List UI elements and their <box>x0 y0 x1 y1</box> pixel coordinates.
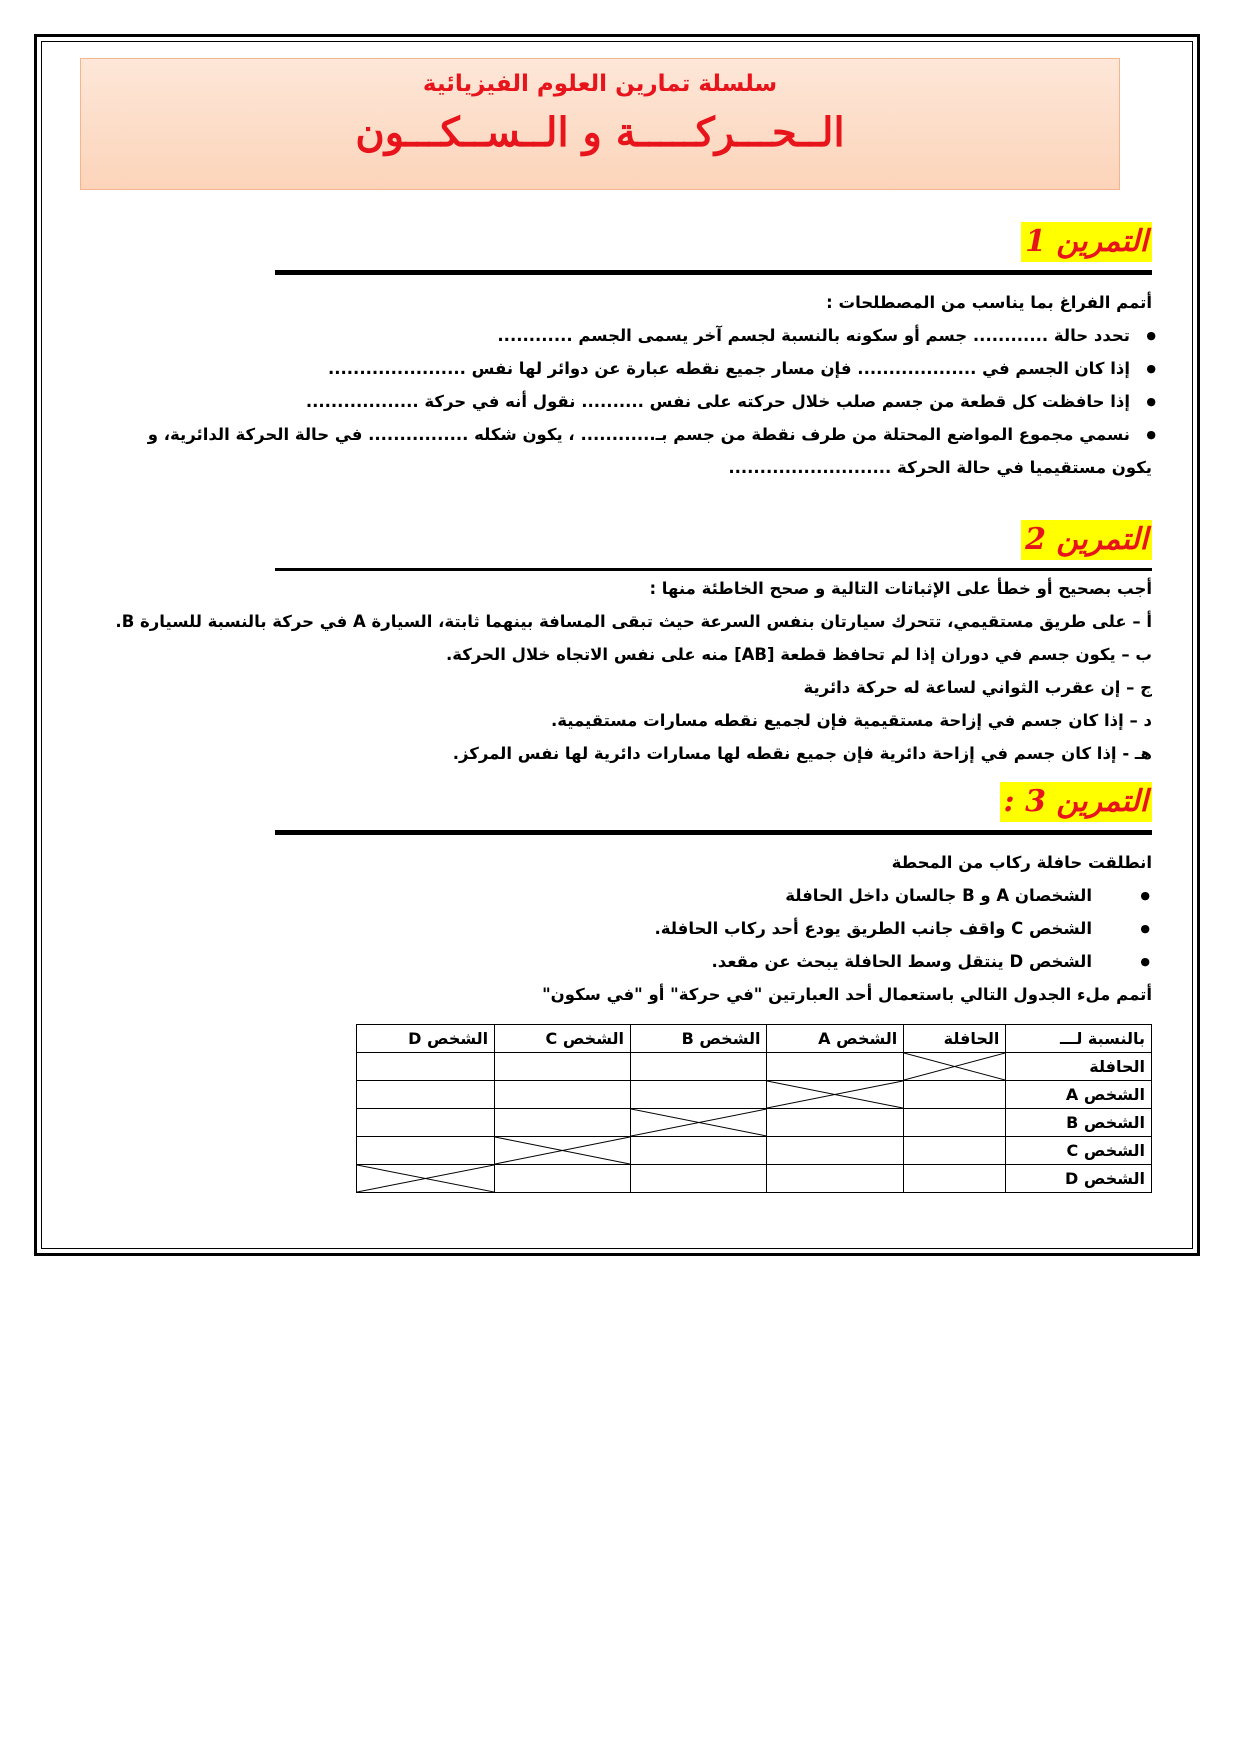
answer-cell[interactable] <box>630 1081 767 1109</box>
exercise-2-statement: د – إذا كان جسم في إزاحة مستقيمية فإن لجميع نقطه مسارات مستقيمية. <box>550 711 1152 730</box>
answer-cell[interactable] <box>357 1109 495 1137</box>
exercise-3-body <box>100 846 1152 1011</box>
table-column-header: الشخص A <box>767 1025 904 1053</box>
crossed-cell <box>767 1081 904 1109</box>
table-column-header: الحافلة <box>904 1025 1006 1053</box>
exercise-1-item: ● نسمي مجموع المواضع المحتلة من طرف نقطة من جسم بـ............ ، يكون شكله ................ في حالة الحركة الدائرية، و <box>100 418 1152 451</box>
exercise-1-instruction: أتمم الفراغ بما يناسب من المصطلحات : <box>826 293 1152 312</box>
series-subtitle: سلسلة تمارين العلوم الفيزيائية <box>422 71 778 97</box>
exercise-2-divider <box>275 568 1152 571</box>
answer-cell[interactable] <box>767 1137 904 1165</box>
exercise-2-statement: هـ - إذا كان جسم في إزاحة دائرية فإن جميع نقطه لها مسارات دائرية لها نفس المركز. <box>452 744 1152 763</box>
exercise-3-item: ● الشخص D ينتقل وسط الحافلة يبحث عن مقعد. <box>100 945 1152 978</box>
table-corner-cell: بالنسبة لـــ <box>1006 1025 1152 1053</box>
exercise-3-title: التمرين 3 : <box>1000 782 1152 822</box>
exercise-1-title: التمرين 1 <box>1021 222 1152 262</box>
exercise-1-item: ● إذا كان الجسم في ................... فإن مسار جميع نقطه عبارة عن دوائر لها نفس ...................... <box>100 352 1152 385</box>
exercise-2-instruction: أجب بصحيح أو خطأ على الإثباتات التالية و صحح الخاطئة منها : <box>649 579 1152 598</box>
table-row-header: الشخص A <box>1006 1081 1152 1109</box>
table-row <box>357 1081 1152 1109</box>
answer-cell[interactable] <box>630 1137 767 1165</box>
table-row <box>357 1053 1152 1081</box>
exercise-2-title: التمرين 2 <box>1021 520 1152 560</box>
answer-cell[interactable] <box>495 1109 631 1137</box>
answer-cell[interactable] <box>495 1165 631 1193</box>
answer-cell[interactable] <box>904 1081 1006 1109</box>
table-row <box>357 1165 1152 1193</box>
exercise-1-item: ● إذا حافظت كل قطعة من جسم صلب خلال حركته على نفس .......... نقول أنه في حركة .................. <box>100 385 1152 418</box>
answer-cell[interactable] <box>767 1109 904 1137</box>
exercise-3-intro: انطلقت حافلة ركاب من المحطة <box>891 853 1152 872</box>
exercise-1-continuation: يكون مستقيميا في حالة الحركة .......................... <box>728 458 1152 477</box>
answer-cell[interactable] <box>904 1109 1006 1137</box>
table-column-header: الشخص B <box>630 1025 767 1053</box>
answer-cell[interactable] <box>357 1137 495 1165</box>
answer-cell[interactable] <box>767 1053 904 1081</box>
answer-cell[interactable] <box>630 1053 767 1081</box>
crossed-cell <box>495 1137 631 1165</box>
exercise-3-item: ● الشخصان A و B جالسان داخل الحافلة <box>100 879 1152 912</box>
exercise-1-body <box>100 286 1152 484</box>
table-row-header: الشخص C <box>1006 1137 1152 1165</box>
table-column-header: الشخص C <box>495 1025 631 1053</box>
exercise-1-divider <box>275 270 1152 275</box>
table-row <box>357 1109 1152 1137</box>
exercise-2-body <box>100 572 1152 770</box>
exercise-2-statement: أ – على طريق مستقيمي، تتحرك سيارتان بنفس السرعة حيث تبقى المسافة بينهما ثابتة، السيارة A في حركة بالنسبة للسيارة B. <box>115 612 1152 631</box>
lesson-title: الــحـــركـــــة و الــســكـــون <box>355 109 845 156</box>
exercise-1-item: ● تحدد حالة ............ جسم أو سكونه بالنسبة لجسم آخر يسمى الجسم ............ <box>100 319 1152 352</box>
crossed-cell <box>357 1165 495 1193</box>
answer-cell[interactable] <box>767 1165 904 1193</box>
table-row-header: الحافلة <box>1006 1053 1152 1081</box>
exercise-2-statement: ب – يكون جسم في دوران إذا لم تحافظ قطعة [AB] منه على نفس الاتجاه خلال الحركة. <box>446 645 1152 664</box>
header-banner <box>80 58 1120 190</box>
answer-cell[interactable] <box>357 1053 495 1081</box>
exercise-2-statement: ج – إن عقرب الثواني لساعة له حركة دائرية <box>803 678 1152 697</box>
table-column-header: الشخص D <box>357 1025 495 1053</box>
crossed-cell <box>904 1053 1006 1081</box>
answer-cell[interactable] <box>495 1081 631 1109</box>
answer-cell[interactable] <box>904 1137 1006 1165</box>
table-header-row <box>357 1025 1152 1053</box>
exercise-3-divider <box>275 830 1152 835</box>
table-row-header: الشخص D <box>1006 1165 1152 1193</box>
answer-cell[interactable] <box>904 1165 1006 1193</box>
table-row <box>357 1137 1152 1165</box>
exercise-3-item: ● الشخص C واقف جانب الطريق يودع أحد ركاب الحافلة. <box>100 912 1152 945</box>
answer-cell[interactable] <box>357 1081 495 1109</box>
exercise-3-table-instruction: أتمم ملء الجدول التالي باستعمال أحد العبارتين "في حركة" أو "في سكون" <box>542 985 1152 1004</box>
answer-cell[interactable] <box>630 1165 767 1193</box>
answer-cell[interactable] <box>495 1053 631 1081</box>
crossed-cell <box>630 1109 767 1137</box>
table-row-header: الشخص B <box>1006 1109 1152 1137</box>
motion-rest-table <box>356 1024 1152 1193</box>
